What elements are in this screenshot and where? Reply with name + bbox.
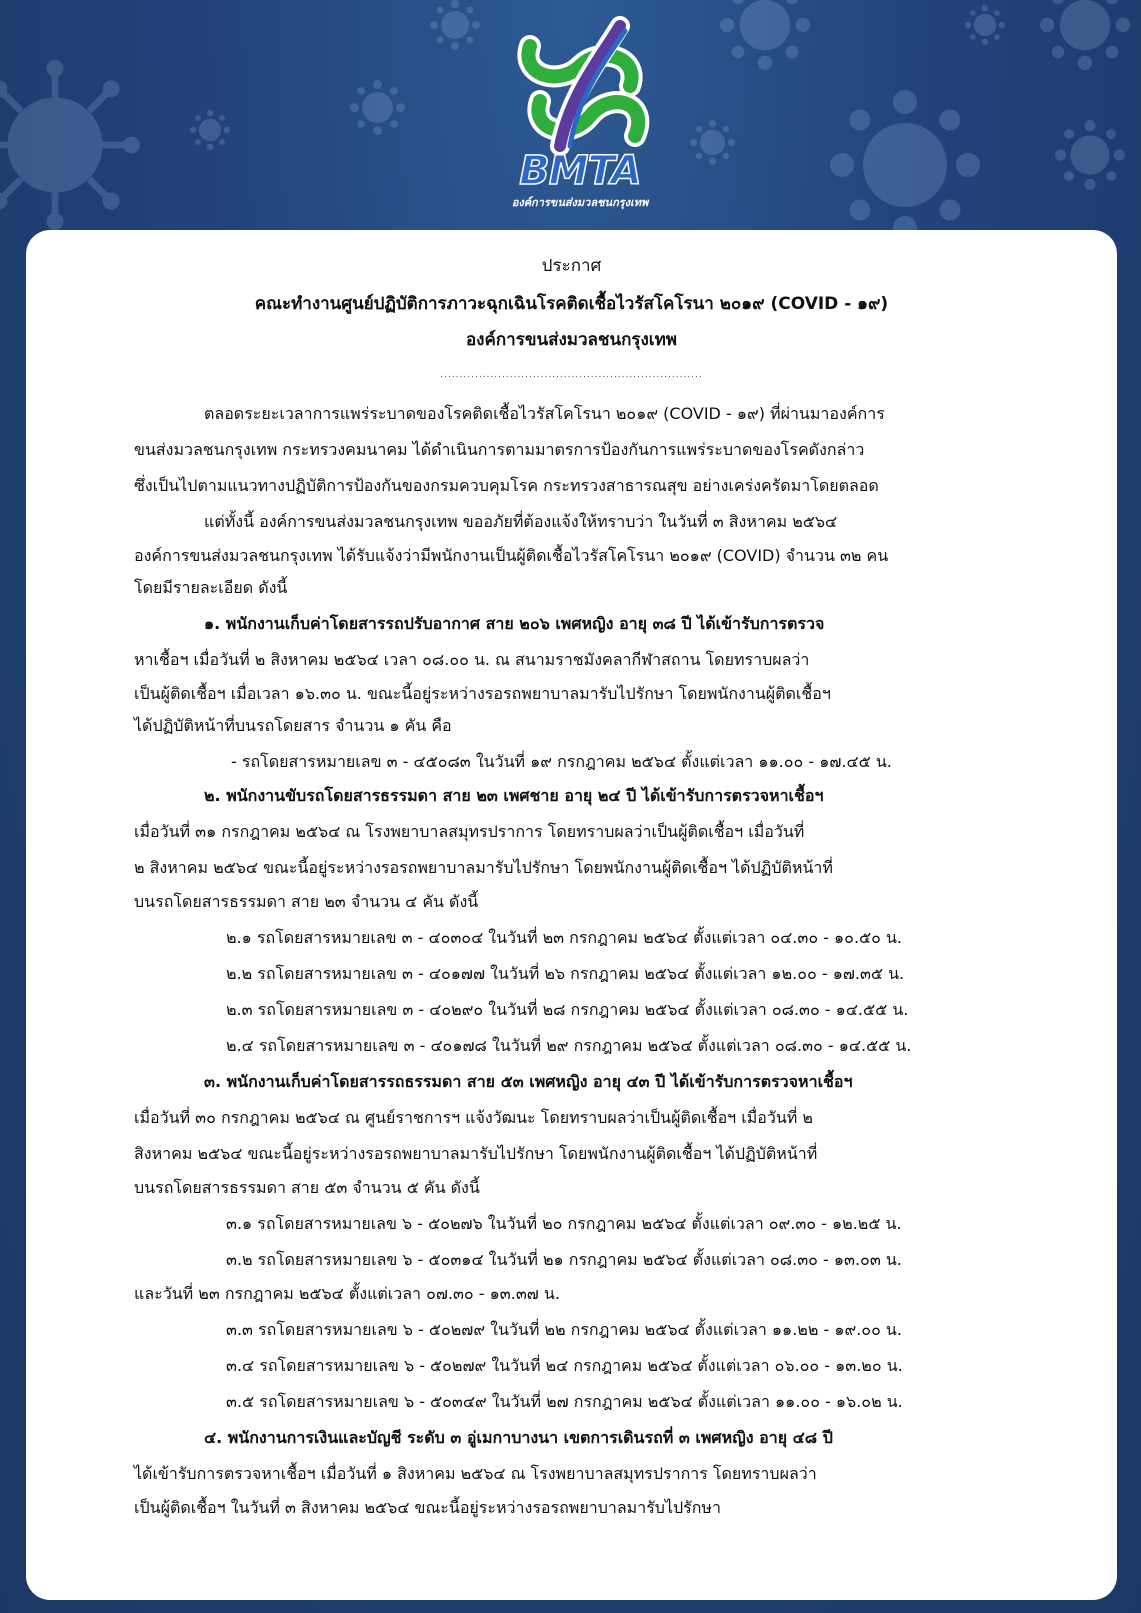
bus-entry: ๒.๑ รถโดยสารหมายเลข ๓ - ๔๐๓๐๔ ในวันที่ ๒๓ กรกฎาคม ๒๕๖๔ ตั้งแต่เวลา ๐๔.๓๐ - ๑๐.๕๐ น. <box>226 928 903 947</box>
item-2-line: เมื่อวันที่ ๓๑ กรกฎาคม ๒๕๖๔ ณ โรงพยาบาลสมุทรปราการ โดยทราบผลว่าเป็นผู้ติดเชื้อฯ เมื่อวันที่ <box>134 822 805 841</box>
bus-entry: ๒.๔ รถโดยสารหมายเลข ๓ - ๔๐๑๗๘ ในวันที่ ๒๙ กรกฎาคม ๒๕๖๔ ตั้งแต่เวลา ๐๘.๓๐ - ๑๔.๕๕ น. <box>226 1036 912 1055</box>
virus-icon <box>830 90 980 240</box>
virus-icon <box>0 60 140 230</box>
bus-entry: ๒.๓ รถโดยสารหมายเลข ๓ - ๔๐๒๙๐ ในวันที่ ๒๘ กรกฎาคม ๒๕๖๔ ตั้งแต่เวลา ๐๘.๓๐ - ๑๔.๕๕ น. <box>226 1000 909 1019</box>
virus-icon <box>190 110 230 150</box>
bus-entry: ๓.๔ รถโดยสารหมายเลข ๖ - ๕๐๒๗๙ ในวันที่ ๒๔ กรกฎาคม ๒๕๖๔ ตั้งแต่เวลา ๐๖.๐๐ - ๑๓.๒๐ น. <box>226 1356 903 1375</box>
announcement-card <box>26 230 1117 1600</box>
item-4-line: ได้เข้ารับการตรวจหาเชื้อฯ เมื่อวันที่ ๑ สิงหาคม ๒๕๖๔ ณ โรงพยาบาลสมุทรปราการ โดยทราบผลว่า <box>134 1464 817 1483</box>
item-2-line: ๒. พนักงานขับรถโดยสารธรรมดา สาย ๒๓ เพศชาย อายุ ๒๔ ปี ได้เข้ารับการตรวจหาเชื้อฯ <box>204 786 824 805</box>
paragraph-line: ขนส่งมวลชนกรุงเทพ กระทรวงคมนาคม ได้ดำเนินการตามมาตรการป้องกันการแพร่ระบาดของโรคดังกล่าว <box>134 440 865 459</box>
item-1-line: เป็นผู้ติดเชื้อฯ เมื่อเวลา ๑๖.๓๐ น. ขณะนี้อยู่ระหว่างรอรถพยาบาลมารับไปรักษา โดยพนักงานผู้ติดเชื้อฯ <box>134 684 831 703</box>
bus-entry: ๓.๑ รถโดยสารหมายเลข ๖ - ๕๐๒๗๖ ในวันที่ ๒๐ กรกฎาคม ๒๕๖๔ ตั้งแต่เวลา ๐๙.๓๐ - ๑๒.๒๕ น. <box>226 1214 902 1233</box>
bus-entry-continued: และวันที่ ๒๓ กรกฎาคม ๒๕๖๔ ตั้งแต่เวลา ๐๗.๓๐ - ๑๓.๓๗ น. <box>134 1284 560 1303</box>
item-1-line: ๑. พนักงานเก็บค่าโดยสารรถปรับอากาศ สาย ๒๐๖ เพศหญิง อายุ ๓๘ ปี ได้เข้ารับการตรวจ <box>204 614 825 633</box>
doc-title: คณะทำงานศูนย์ปฏิบัติการภาวะฉุกเฉินโรคติดเชื้อไวรัสโคโรนา ๒๐๑๙ (COVID - ๑๙) <box>254 294 889 314</box>
paragraph-line: องค์การขนส่งมวลชนกรุงเทพ ได้รับแจ้งว่ามีพนักงานเป็นผู้ติดเชื้อไวรัสโคโรนา ๒๐๑๙ (COVID) จำนวน ๓๒ คน <box>134 546 889 565</box>
item-3-line: ๓. พนักงานเก็บค่าโดยสารรถธรรมดา สาย ๕๓ เพศหญิง อายุ ๔๓ ปี ได้เข้ารับการตรวจหาเชื้อฯ <box>204 1072 853 1091</box>
paragraph-line: โดยมีรายละเอียด ดังนี้ <box>134 578 288 597</box>
divider: .................................................................... <box>440 370 703 380</box>
paragraph-line: ซึ่งเป็นไปตามแนวทางปฏิบัติการป้องกันของกรมควบคุมโรค กระทรวงสาธารณสุข อย่างเคร่งครัดมาโดยตลอด <box>134 476 879 495</box>
item-2-line: บนรถโดยสารธรรมดา สาย ๒๓ จำนวน ๔ คัน ดังนี้ <box>134 892 479 911</box>
item-3-line: บนรถโดยสารธรรมดา สาย ๕๓ จำนวน ๕ คัน ดังนี้ <box>134 1178 480 1197</box>
doc-organization: องค์การขนส่งมวลชนกรุงเทพ <box>465 330 678 350</box>
item-4-line: ๔. พนักงานการเงินและบัญชี ระดับ ๓ อู่เมกาบางนา เขตการเดินรถที่ ๓ เพศหญิง อายุ ๔๘ ปี <box>204 1428 833 1447</box>
paragraph-line: แต่ทั้งนี้ องค์การขนส่งมวลชนกรุงเทพ ขออภัยที่ต้องแจ้งให้ทราบว่า ในวันที่ ๓ สิงหาคม ๒๕๖๔ <box>204 512 838 531</box>
bus-entry: ๒.๒ รถโดยสารหมายเลข ๓ - ๔๐๑๗๗ ในวันที่ ๒๖ กรกฎาคม ๒๕๖๔ ตั้งแต่เวลา ๑๒.๐๐ - ๑๗.๓๕ น. <box>226 964 905 983</box>
item-1-line: ได้ปฏิบัติหน้าที่บนรถโดยสาร จำนวน ๑ คัน คือ <box>134 716 452 735</box>
bus-entry: - รถโดยสารหมายเลข ๓ - ๔๕๐๘๓ ในวันที่ ๑๙ กรกฎาคม ๒๕๖๔ ตั้งแต่เวลา ๑๑.๐๐ - ๑๗.๔๕ น. <box>231 752 892 771</box>
bus-entry: ๓.๒ รถโดยสารหมายเลข ๖ - ๕๐๓๑๔ ในวันที่ ๒๑ กรกฎาคม ๒๕๖๔ ตั้งแต่เวลา ๐๘.๓๐ - ๑๓.๐๓ น. <box>226 1250 902 1269</box>
brand-subtitle: องค์การขนส่งมวลชนกรุงเทพ <box>511 196 649 209</box>
item-3-line: สิงหาคม ๒๕๖๔ ขณะนี้อยู่ระหว่างรอรถพยาบาลมารับไปรักษา โดยพนักงานผู้ติดเชื้อฯ ได้ปฏิบัติหน้าที่ <box>134 1144 818 1163</box>
virus-icon <box>430 0 480 50</box>
paragraph-line: ตลอดระยะเวลาการแพร่ระบาดของโรคติดเชื้อไวรัสโคโรนา ๒๐๑๙ (COVID - ๑๙) ที่ผ่านมาองค์การ <box>204 404 885 423</box>
virus-icon <box>965 5 1005 45</box>
virus-icon <box>720 0 810 70</box>
item-1-line: หาเชื้อฯ เมื่อวันที่ ๒ สิงหาคม ๒๕๖๔ เวลา ๐๘.๐๐ น. ณ สนามราชมังคลากีฬาสถาน โดยทราบผลว่า <box>134 650 810 669</box>
virus-icon <box>1040 0 1130 70</box>
virus-icon <box>350 80 405 135</box>
doc-heading: ประกาศ <box>541 256 602 276</box>
item-3-line: เมื่อวันที่ ๓๐ กรกฎาคม ๒๕๖๔ ณ ศูนย์ราชการฯ แจ้งวัฒนะ โดยทราบผลว่าเป็นผู้ติดเชื้อฯ เมื่อวันที่ ๒ <box>134 1108 813 1127</box>
item-4-line: เป็นผู้ติดเชื้อฯ ในวันที่ ๓ สิงหาคม ๒๕๖๔ ขณะนี้อยู่ระหว่างรอรถพยาบาลมารับไปรักษา <box>134 1498 721 1517</box>
virus-icon <box>690 120 735 165</box>
item-2-line: ๒ สิงหาคม ๒๕๖๔ ขณะนี้อยู่ระหว่างรอรถพยาบาลมารับไปรักษา โดยพนักงานผู้ติดเชื้อฯ ได้ปฏิบัติหน้าที่ <box>134 858 833 877</box>
bus-entry: ๓.๕ รถโดยสารหมายเลข ๖ - ๕๐๓๔๙ ในวันที่ ๒๗ กรกฎาคม ๒๕๖๔ ตั้งแต่เวลา ๑๑.๐๐ - ๑๖.๐๒ น. <box>226 1392 903 1411</box>
virus-icon <box>1055 120 1125 190</box>
bus-entry: ๓.๓ รถโดยสารหมายเลข ๖ - ๕๐๒๗๙ ในวันที่ ๒๒ กรกฎาคม ๒๕๖๔ ตั้งแต่เวลา ๑๑.๒๒ - ๑๙.๐๐ น. <box>226 1320 902 1339</box>
brand-logo-text: BMTA <box>519 148 641 194</box>
